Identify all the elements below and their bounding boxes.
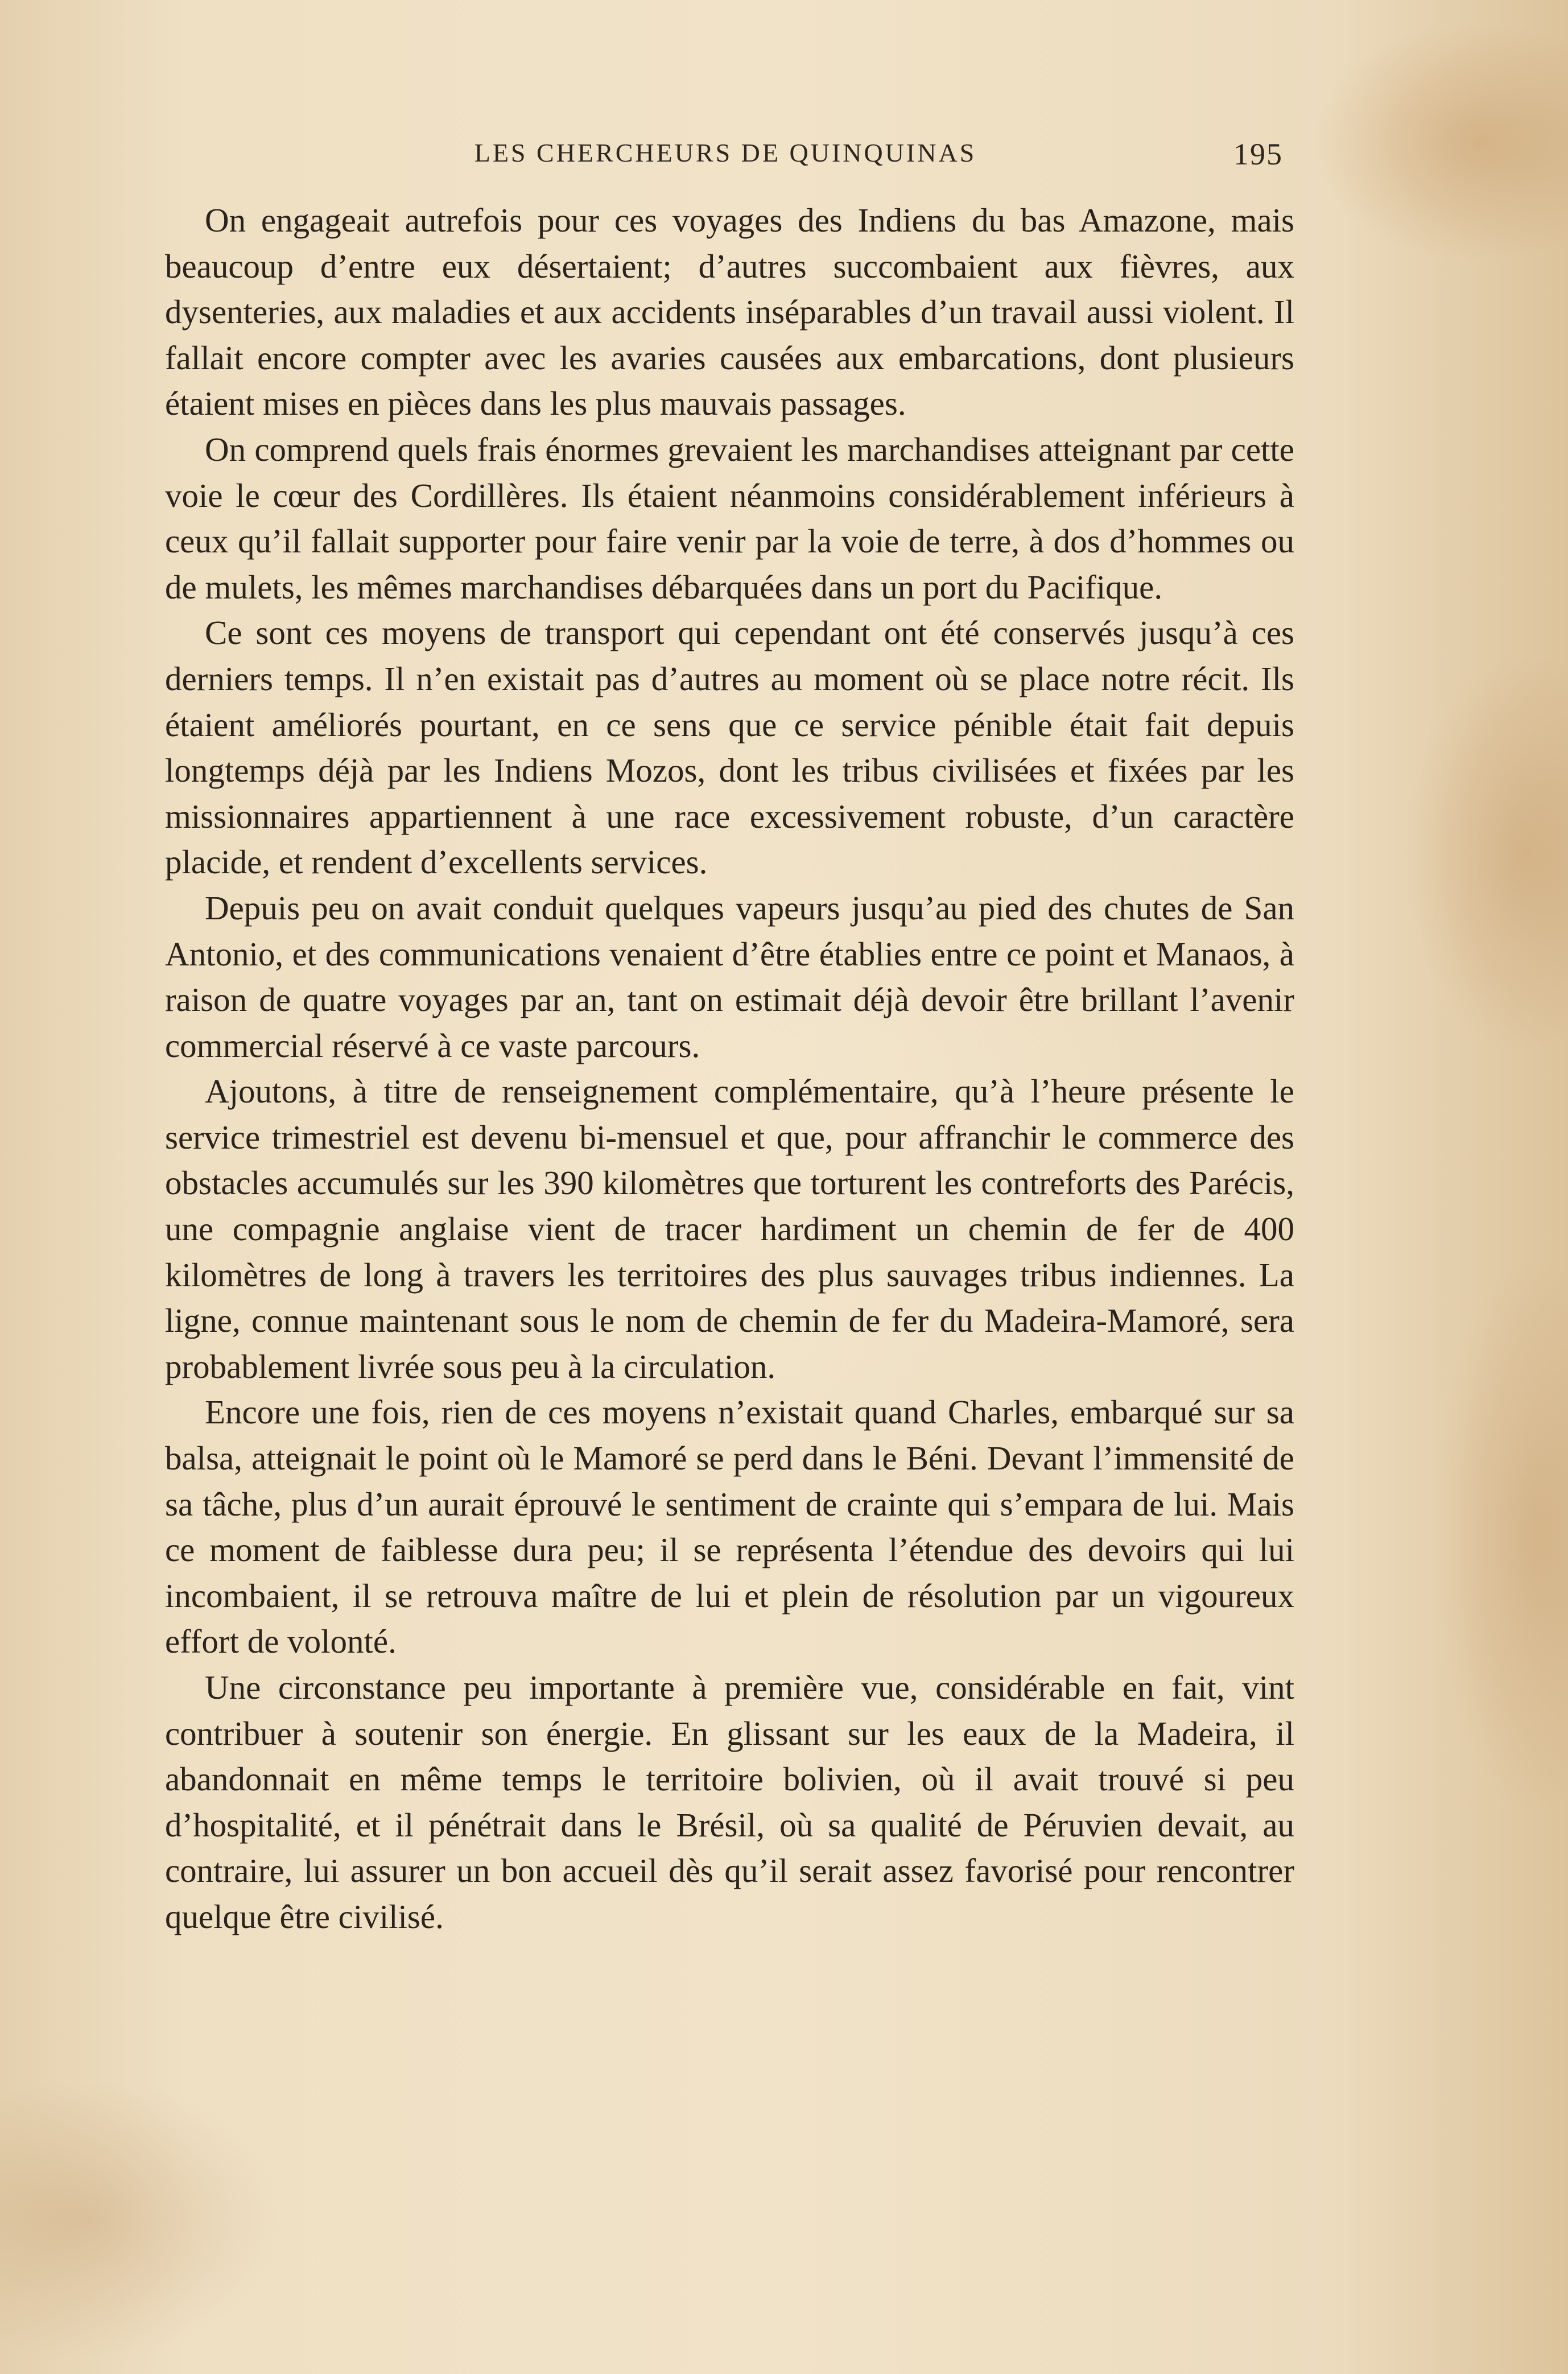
running-title: LES CHERCHEURS DE QUINQUINAS: [474, 138, 977, 167]
page-number: 195: [1233, 137, 1283, 171]
paragraph: Depuis peu on avait conduit quelques vapeurs jusqu’au pied des chutes de San Antonio, et des communications venaient d’être établies entre ce point et Manaos, à raison de quatre voyages par an, tant on estimait déjà devoir être brillant l’avenir commercial réservé à ce vaste parcours.: [165, 889, 1294, 1064]
running-head: [168, 132, 1283, 177]
paragraph: Ce sont ces moyens de transport qui cependant ont été conservés jusqu’à ces derniers temps. Il n’en existait pas d’autres au moment où se place notre récit. Ils étaient améliorés pourtant, en ce sens que ce service pénible était fait depuis longtemps déjà par les Indiens Mozos, dont les tribus civilisées et fixées par les missionnaires appartiennent à une race excessivement robuste, d’un caractère placide, et rendent d’excellents services.: [165, 614, 1294, 881]
paragraph: Une circonstance peu importante à première vue, considérable en fait, vint contribuer à soutenir son énergie. En glissant sur les eaux de la Madeira, il abandonnait en même temps le territoire bolivien, où il avait trouvé si peu d’hospitalité, et il pénétrait dans le Brésil, où sa qualité de Péruvien devait, au contraire, lui assurer un bon accueil dès qu’il serait assez favorisé pour rencontrer quelque être civilisé.: [165, 1669, 1294, 1935]
paragraph: Encore une fois, rien de ces moyens n’existait quand Charles, embarqué sur sa balsa, atteignait le point où le Mamoré se perd dans le Béni. Devant l’immensité de sa tâche, plus d’un aurait éprouvé le sentiment de crainte qui s’empara de lui. Mais ce moment de faiblesse dura peu; il se représenta l’étendue des devoirs qui lui incombaient, il se retrouva maître de lui et plein de résolution par un vigoureux effort de volonté.: [165, 1393, 1294, 1661]
paragraph: Ajoutons, à titre de renseignement complémentaire, qu’à l’heure présente le service trimestriel est devenu bi-mensuel et que, pour affranchir le commerce des obstacles accumulés sur les 390 kilomètres que torturent les contreforts des Parécis, une compagnie anglaise vient de tracer hardiment un chemin de fer de 400 kilomètres de long à travers les territoires des plus sauvages tribus indiennes. La ligne, connue maintenant sous le nom de chemin de fer du Madeira-Mamoré, sera probablement livrée sous peu à la circulation.: [165, 1072, 1294, 1385]
body-text: [165, 197, 1294, 1940]
paragraph: On engageait autrefois pour ces voyages des Indiens du bas Amazone, mais beaucoup d’entre eux désertaient; d’autres succombaient aux fièvres, aux dysenteries, aux maladies et aux accidents inséparables d’un travail aussi violent. Il fallait encore compter avec les avaries causées aux embarcations, dont plusieurs étaient mises en pièces dans les plus mauvais passages.: [165, 201, 1294, 423]
paragraph: On comprend quels frais énormes grevaient les marchandises atteignant par cette voie le cœur des Cordillères. Ils étaient néanmoins considérablement inférieurs à ceux qu’il fallait supporter pour faire venir par la voie de terre, à dos d’hommes ou de mulets, les mêmes marchandises débarquées dans un port du Pacifique.: [165, 430, 1294, 606]
